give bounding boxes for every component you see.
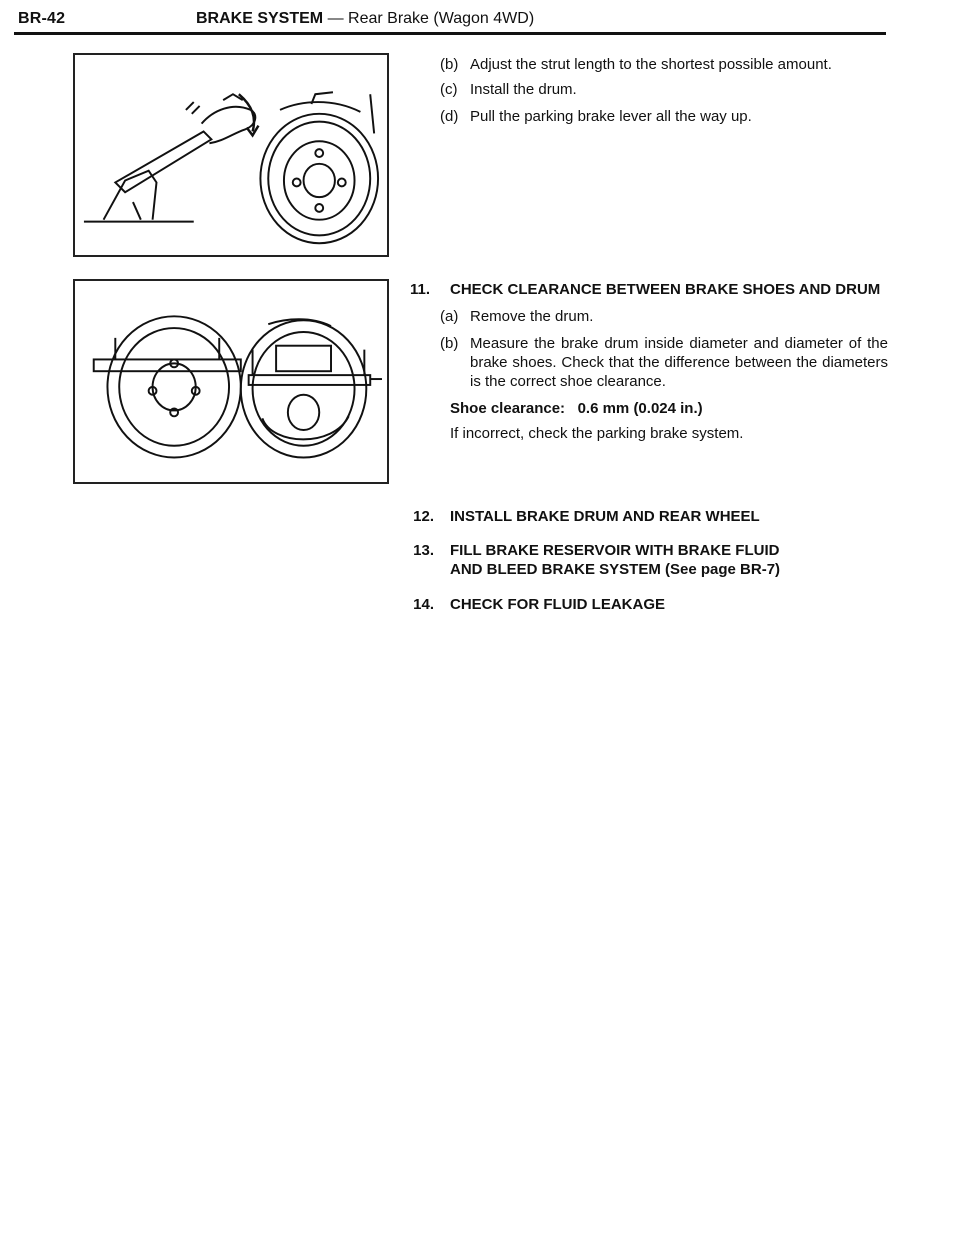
step-11-substep-b	[410, 334, 888, 391]
substep-label: (d)	[440, 108, 459, 125]
header-rule	[14, 32, 886, 35]
parking-brake-illustration	[75, 55, 387, 255]
step-11	[410, 280, 888, 443]
spec-label: Shoe clearance:	[450, 400, 566, 417]
step-11-heading	[410, 280, 888, 299]
step-title-line1: FILL BRAKE RESERVOIR WITH BRAKE FLUID	[450, 542, 780, 559]
step-number: 13.	[413, 542, 434, 559]
header-subsection: — Rear Brake (Wagon 4WD)	[327, 10, 535, 27]
substep-b-adjust	[410, 55, 888, 74]
substep-text: Install the drum.	[470, 81, 577, 98]
substep-c-install	[410, 80, 888, 99]
step-number: 12.	[413, 508, 434, 525]
substep-label: (c)	[440, 81, 458, 98]
substep-label: (b)	[440, 335, 459, 352]
page-header-title	[196, 10, 534, 28]
step-14-heading	[410, 595, 888, 614]
step-number: 11.	[410, 281, 431, 298]
substep-label: (a)	[440, 308, 459, 325]
substep-text: Remove the drum.	[470, 308, 594, 325]
step-number: 14.	[413, 596, 434, 613]
figure-parking-brake-drum	[73, 53, 389, 257]
step-13	[410, 541, 888, 579]
step-title: CHECK FOR FLUID LEAKAGE	[450, 596, 665, 613]
step-12	[410, 507, 888, 526]
figure-caliper-measurement	[73, 279, 389, 484]
spec-value: 0.6 mm (0.024 in.)	[577, 400, 703, 417]
top-substeps	[410, 55, 888, 126]
substep-text: Adjust the strut length to the shortest possible amount.	[470, 56, 832, 73]
step-title: INSTALL BRAKE DRUM AND REAR WHEEL	[450, 508, 760, 525]
step-13-heading	[410, 541, 888, 579]
step-title-line2: AND BLEED BRAKE SYSTEM (See page BR-7)	[450, 561, 781, 578]
substep-label: (b)	[440, 56, 459, 73]
step-11-note: If incorrect, check the parking brake system.	[450, 425, 744, 442]
step-12-heading	[410, 507, 888, 526]
header-section: BRAKE SYSTEM	[196, 10, 324, 27]
page-number: BR-42	[18, 10, 66, 27]
step-title: CHECK CLEARANCE BETWEEN BRAKE SHOES AND DRUM	[450, 281, 881, 298]
shoe-clearance-spec	[450, 399, 888, 418]
substep-text: Pull the parking brake lever all the way up.	[470, 108, 752, 125]
substep-text: Measure the brake drum inside diameter and diameter of the brake shoes. Check that the difference between the diameters is the correct shoe clearance.	[470, 335, 888, 390]
step-14	[410, 595, 888, 614]
step-11-substep-a	[410, 307, 888, 326]
substep-d-pull	[410, 107, 888, 126]
caliper-measurement-illustration	[75, 281, 387, 482]
